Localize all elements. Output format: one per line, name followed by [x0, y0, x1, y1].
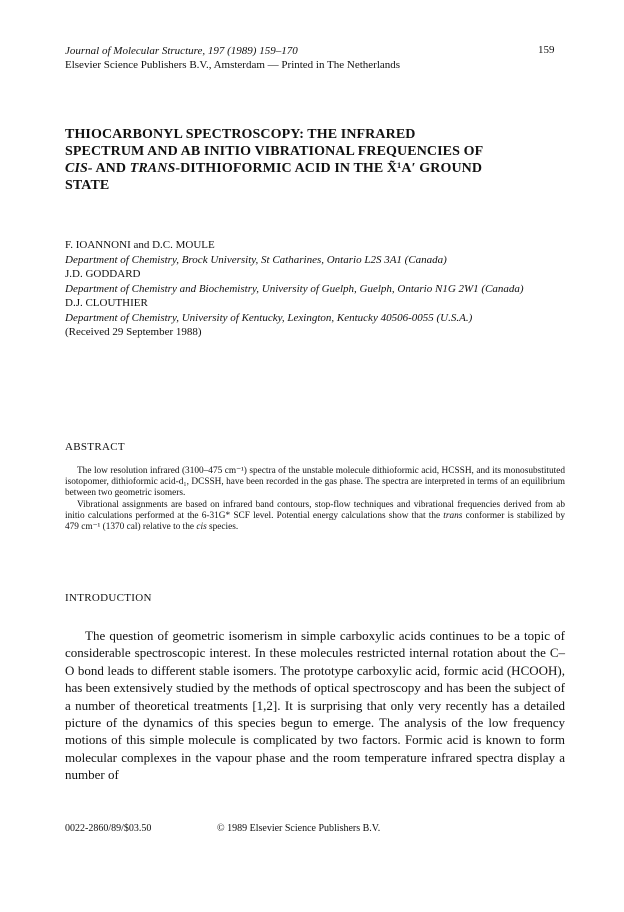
title-line-3: [65, 160, 565, 177]
author-block: [65, 238, 565, 340]
abstract-text: Vibrational assignments are based on infrared band contours, stop-flow techniques and vibrational frequencies derived from ab initio calculations performed at the 6-31G* SCF level. Potential energy calculations show that the: [65, 499, 565, 521]
title-and: AND: [92, 161, 130, 176]
title-line-3-rest: -DITHIOFORMIC ACID IN THE X̃¹A′ GROUND: [175, 161, 483, 176]
author-affiliation-1: Department of Chemistry, Brock University, St Catharines, Ontario L2S 3A1 (Canada): [65, 253, 447, 266]
abstract-trans: trans: [443, 510, 463, 521]
received-date: (Received 29 September 1988): [65, 326, 202, 338]
copyright-notice: © 1989 Elsevier Science Publishers B.V.: [217, 823, 381, 834]
abstract-text: conformer is stabilized by 479 cm⁻¹ (1370 cal) relative to the: [65, 510, 565, 533]
author-affiliation-3: Department of Chemistry, University of Kentucky, Lexington, Kentucky 40506-0055 (U.S.A.): [65, 311, 473, 324]
introduction-heading: INTRODUCTION: [65, 592, 152, 604]
author-affiliation-2: Department of Chemistry and Biochemistry, University of Guelph, Guelph, Ontario N1G 2W1 (Canada): [65, 282, 524, 295]
abstract-paragraph-1: The low resolution infrared (3100–475 cm⁻¹) spectra of the unstable molecule dithioformic acid, HCSSH, and its monosubstituted isotopomer, dithioformic acid-d₁, DCSSH, have been recorded in the gas phase. The spectra are interpreted in terms of an equilibrium between two geometric isomers.: [65, 466, 565, 499]
title-trans: TRANS: [129, 161, 176, 176]
author-names-3: D.J. CLOUTHIER: [65, 297, 148, 309]
title-line-4: STATE: [65, 178, 110, 193]
introduction-body: [65, 627, 565, 784]
journal-header: [65, 44, 565, 72]
abstract-paragraph-2: [65, 500, 565, 534]
page-number: 159: [538, 44, 555, 56]
title-line-2: SPECTRUM AND AB INITIO VIBRATIONAL FREQUENCIES OF: [65, 144, 484, 159]
abstract-heading: ABSTRACT: [65, 441, 125, 453]
paper-title: [65, 126, 565, 194]
title-line-1: THIOCARBONYL SPECTROSCOPY: THE INFRARED: [65, 127, 416, 142]
author-names-2: J.D. GODDARD: [65, 268, 141, 280]
issn-code: 0022-2860/89/$03.50: [65, 823, 152, 834]
introduction-paragraph: The question of geometric isomerism in simple carboxylic acids continues to be a topic of considerable spectroscopic interest. In these molecules restricted internal rotation about the C–O bond leads to different stable isomers. The prototype carboxylic acid, formic acid (HCOOH), has been extensively studied by the methods of optical spectroscopy and has been the subject of a number of theoretical treatments [1,2]. It is surprising that only very recently has a detailed picture of the dynamics of this species begun to emerge. The analysis of the low frequency motions of this simple molecule is complicated by two factors. Formic acid is known to form molecular complexes in the vapour phase and the room temperature infrared spectra display a number of: [65, 628, 565, 783]
author-names-1: F. IOANNONI and D.C. MOULE: [65, 239, 215, 251]
abstract-body: [65, 466, 565, 533]
title-cis: CIS-: [65, 161, 93, 176]
publisher-line: Elsevier Science Publishers B.V., Amsterdam — Printed in The Netherlands: [65, 59, 401, 71]
abstract-text: species.: [206, 522, 239, 533]
abstract-cis: cis: [196, 522, 207, 533]
journal-citation: Journal of Molecular Structure, 197 (1989) 159–170: [65, 45, 298, 57]
